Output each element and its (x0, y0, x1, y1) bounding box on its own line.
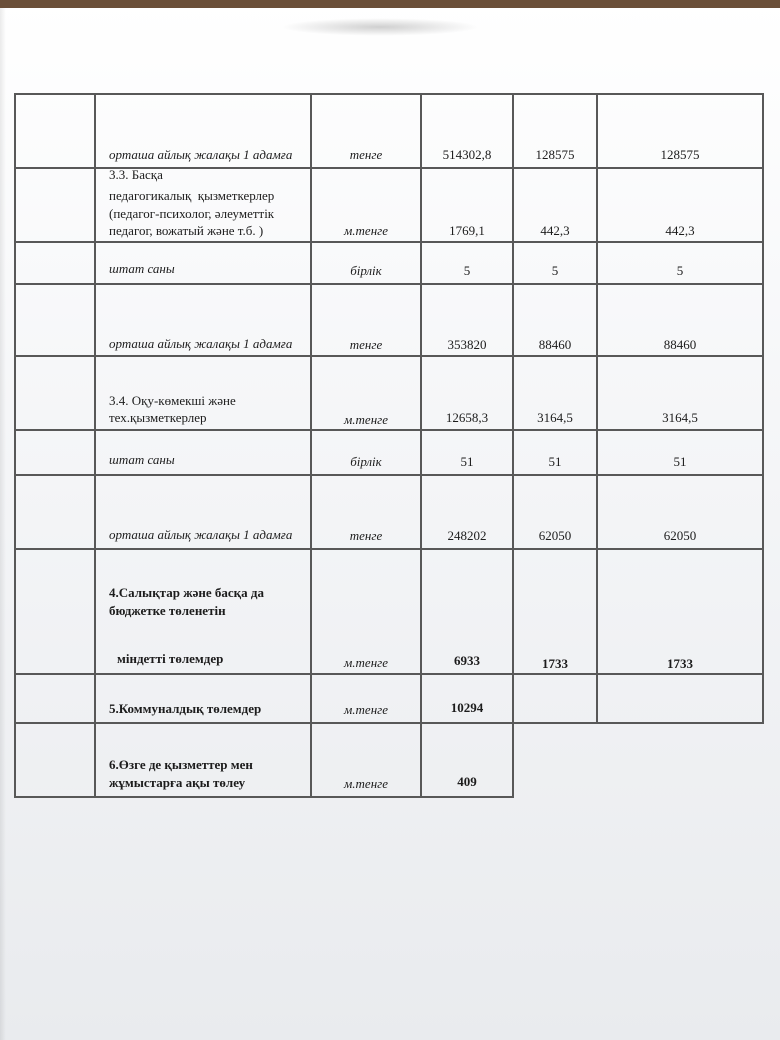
row-q2: 51 (673, 454, 687, 469)
row-label-line: педагог, вожатый және т.б. ) (109, 223, 264, 238)
row-unit: бірлік (350, 454, 382, 469)
row-label: 5.Коммуналдық төлемдер (109, 701, 262, 716)
row-q2: 442,3 (665, 223, 695, 238)
row-total: 1769,1 (449, 223, 485, 238)
row-total: 5 (463, 263, 471, 278)
row-label: орташа айлық жалақы 1 адамға (109, 147, 293, 162)
col-divider (310, 93, 312, 798)
row-label-line: 3.4. Оқу-көмекші және (109, 393, 236, 408)
row-label-line: (педагог-психолог, әлеуметтік (109, 206, 275, 221)
row-q2: 62050 (663, 528, 697, 543)
row-total: 6933 (454, 653, 480, 668)
row-label-line: 6.Өзге де қызметтер мен (109, 757, 253, 772)
row-divider (14, 283, 764, 285)
row-unit: тенге (349, 337, 383, 352)
row-label: орташа айлық жалақы 1 адамға (109, 527, 293, 542)
budget-table (14, 93, 766, 798)
row-q1: 5 (551, 263, 559, 278)
col-divider (512, 93, 514, 798)
row-divider (14, 722, 764, 724)
row-total: 10294 (450, 700, 484, 715)
row-unit: м.тенге (344, 655, 388, 670)
row-q1: 3164,5 (537, 410, 573, 425)
row-unit: м.тенге (344, 776, 388, 791)
table-border-right (762, 93, 764, 724)
row-total: 409 (457, 774, 477, 789)
row-q1: 88460 (538, 337, 572, 352)
table-border-bottom (14, 796, 512, 798)
row-label: орташа айлық жалақы 1 адамға (109, 336, 293, 351)
row-label-line: тех.қызметкерлер (109, 410, 207, 425)
table-border-top (14, 93, 764, 95)
row-q2: 5 (676, 263, 684, 278)
row-q2: 128575 (660, 147, 700, 162)
page-shadow (0, 8, 6, 1040)
row-unit: тенге (349, 528, 383, 543)
row-total: 514302,8 (442, 147, 492, 162)
row-label-line: жұмыстарға ақы төлеу (109, 775, 246, 790)
row-q1: 51 (548, 454, 562, 469)
row-q1: 1733 (542, 656, 568, 671)
row-total: 12658,3 (445, 410, 489, 425)
row-unit: м.тенге (344, 412, 388, 427)
row-divider (14, 474, 764, 476)
row-q1: 128575 (535, 147, 575, 162)
faded-print-mark (280, 18, 480, 36)
row-total: 248202 (447, 528, 487, 543)
row-divider (14, 429, 764, 431)
row-divider (14, 355, 764, 357)
row-label: штат саны (109, 452, 175, 467)
row-unit: м.тенге (344, 702, 388, 717)
row-total: 353820 (447, 337, 487, 352)
row-q1: 62050 (538, 528, 572, 543)
row-unit: тенге (349, 147, 383, 162)
row-divider (14, 673, 764, 675)
row-q2: 1733 (667, 656, 693, 671)
row-label-line: 4.Салықтар және басқа да (109, 585, 265, 600)
row-label-line: бюджетке төленетін (109, 603, 226, 618)
row-total: 51 (460, 454, 474, 469)
row-unit: м.тенге (344, 223, 388, 238)
row-divider (14, 241, 764, 243)
row-q1: 442,3 (540, 223, 570, 238)
row-label-line: 3.3. Басқа (109, 167, 163, 182)
top-edge (0, 0, 780, 8)
row-q2: 88460 (663, 337, 697, 352)
row-label-line: педагогикалық қызметкерлер (109, 188, 275, 203)
row-unit: бірлік (350, 263, 382, 278)
row-q2: 3164,5 (662, 410, 698, 425)
row-label-line: міндетті төлемдер (117, 651, 224, 666)
col-divider (14, 93, 16, 798)
col-divider (420, 93, 422, 798)
col-divider (94, 93, 96, 798)
row-label: штат саны (109, 261, 175, 276)
row-divider (14, 548, 764, 550)
